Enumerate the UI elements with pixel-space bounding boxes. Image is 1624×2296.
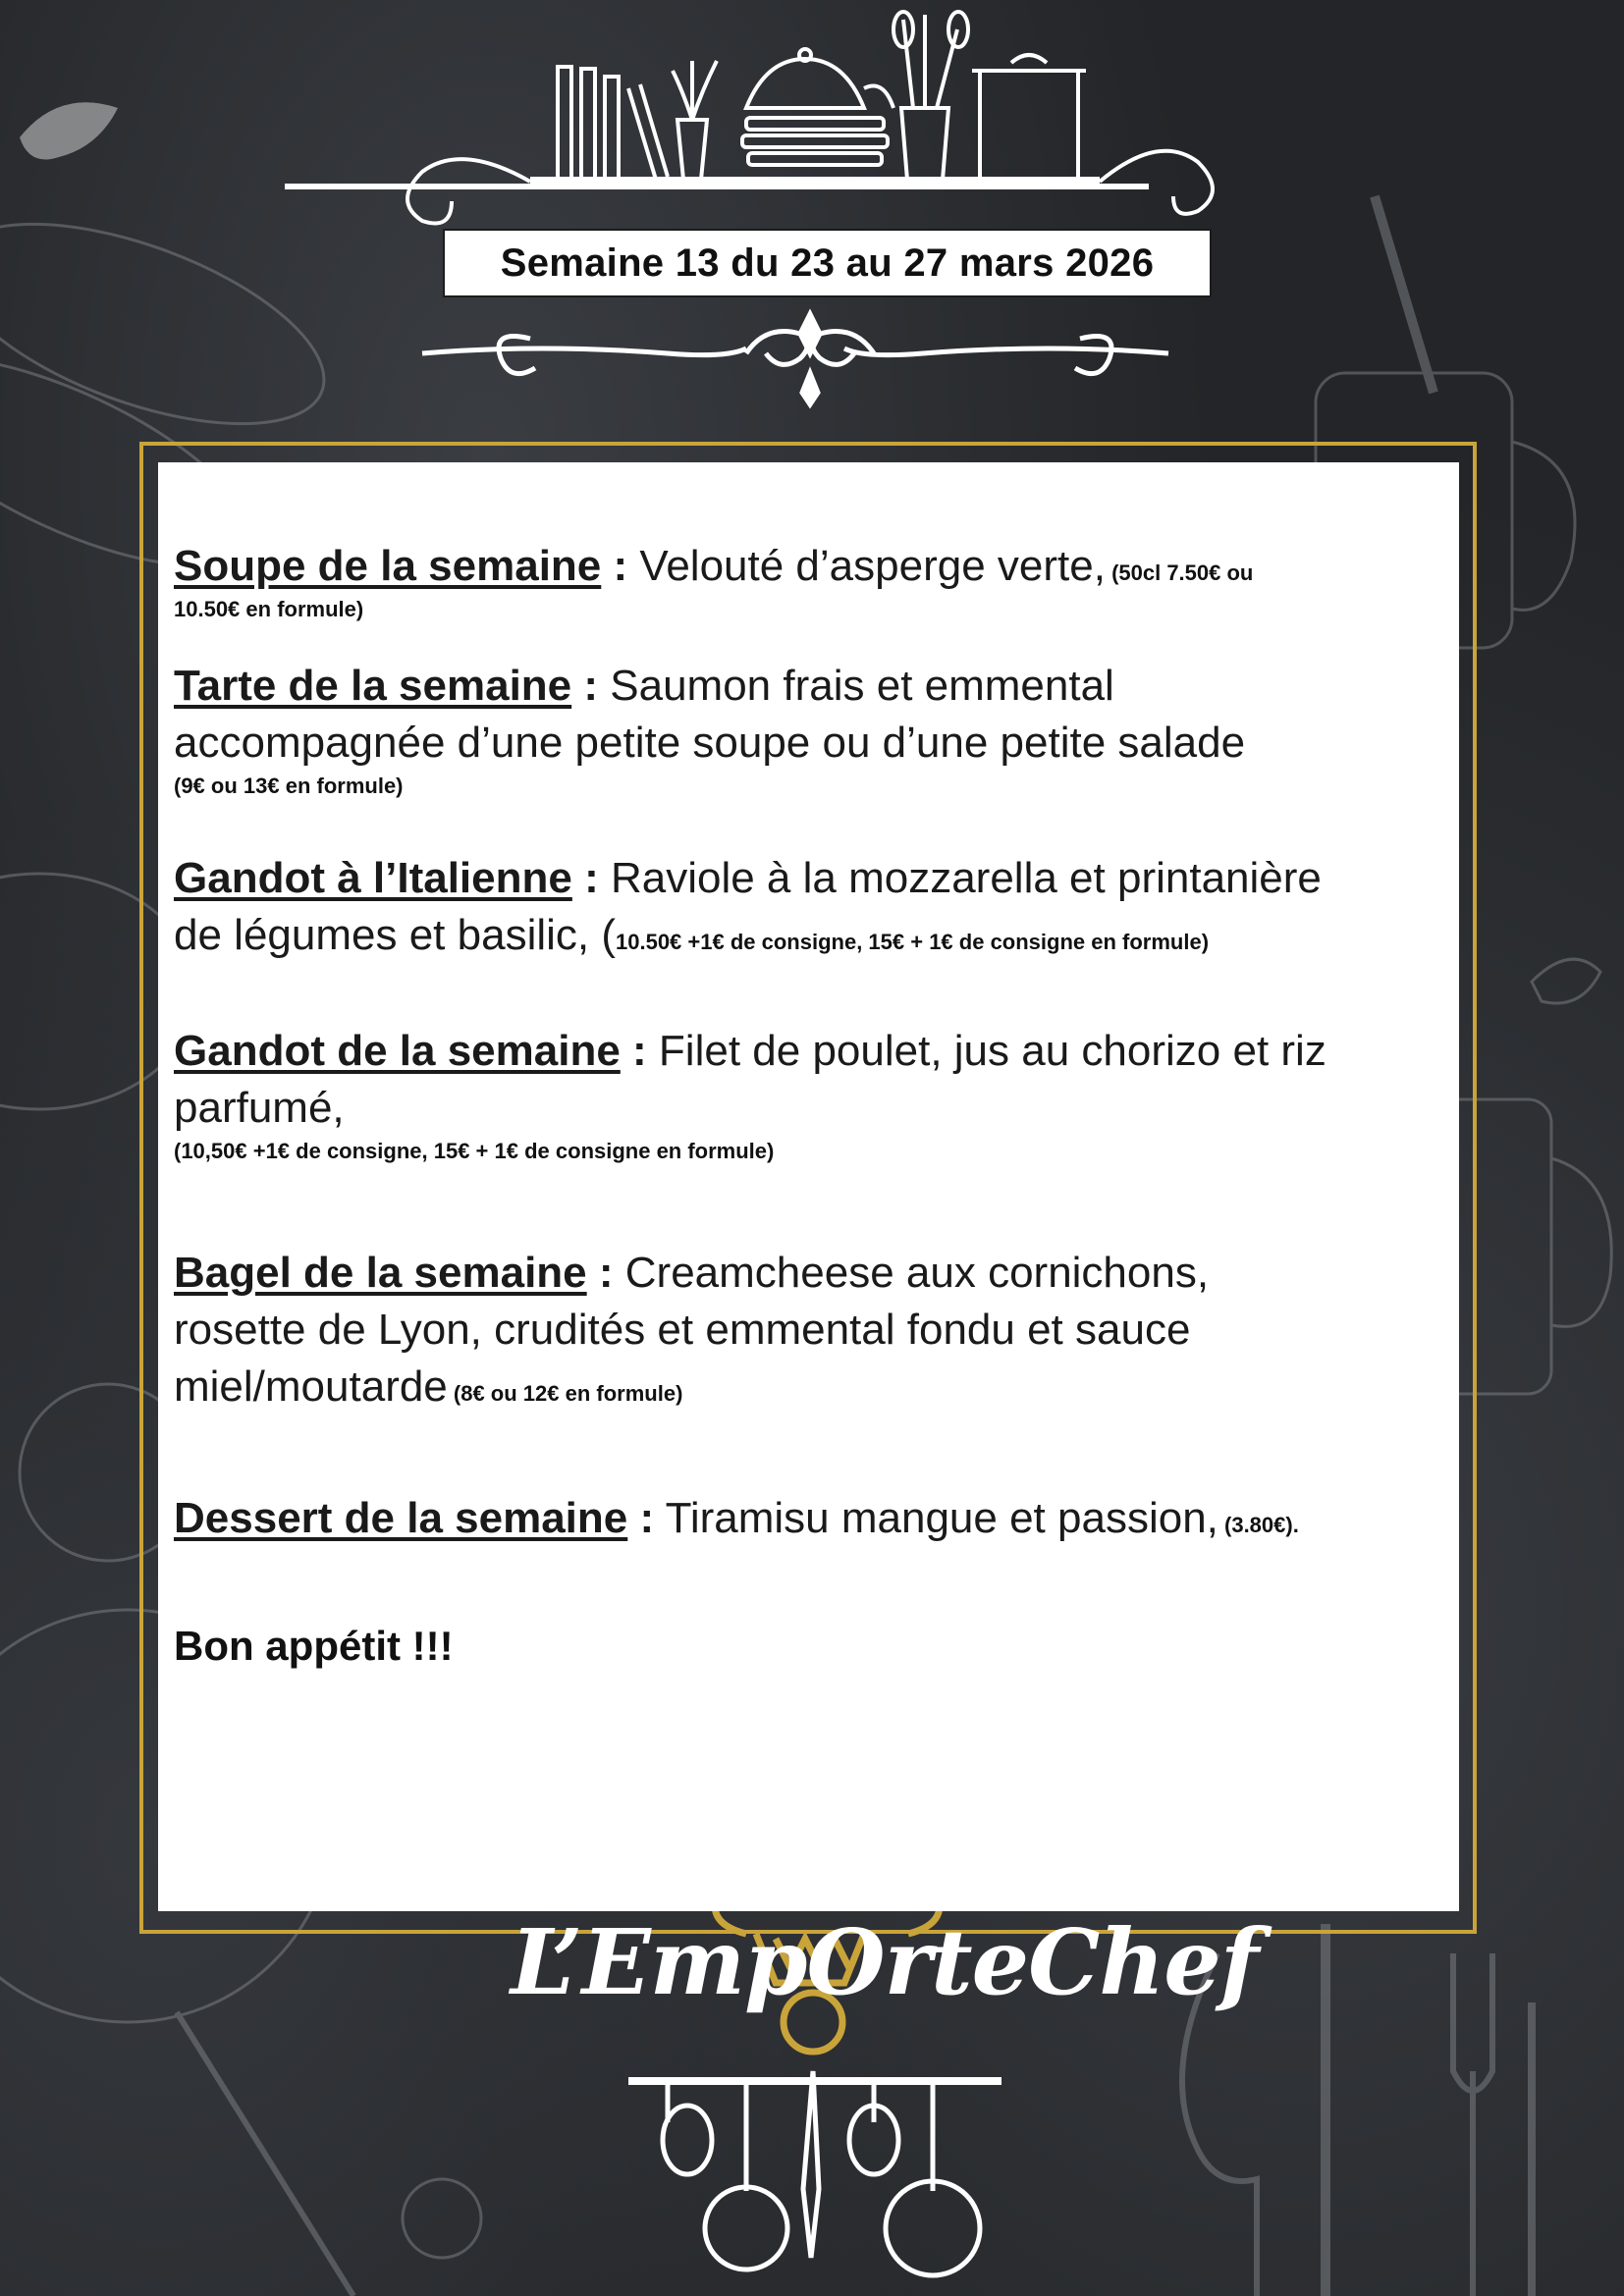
menu-item-bagel: Bagel de la semaine : Creamcheese aux cornichons, rosette de Lyon, crudités et emmental fondu et sauce miel/moutarde (8€ ou 12€ en formule)	[174, 1245, 1440, 1415]
menu-item-description: Tiramisu mangue et passion,	[654, 1494, 1218, 1542]
menu-item-soupe: Soupe de la semaine : Velouté d’asperge verte, (50cl 7.50€ ou 10.50€ en formule)	[174, 538, 1440, 624]
menu-item-description: Raviole à la mozzarella et printanière	[598, 854, 1322, 902]
menu-item-heading: Tarte de la semaine	[174, 662, 572, 710]
week-title-box	[443, 229, 1212, 297]
menu-item-heading: Gandot de la semaine	[174, 1027, 621, 1075]
menu-item-price: (8€ ou 12€ en formule)	[447, 1381, 683, 1406]
menu-item-heading: Gandot à l’Italienne	[174, 854, 572, 902]
menu-item-description: Creamcheese aux cornichons,	[613, 1249, 1210, 1297]
menu-item-description: Filet de poulet, jus au chorizo et riz	[646, 1027, 1326, 1075]
menu-item-price: (10,50€ +1€ de consigne, 15€ + 1€ de consigne en formule)	[174, 1139, 775, 1163]
menu-item-description-cont: accompagnée d’une petite soupe ou d’une petite salade	[174, 719, 1246, 767]
menu-item-price: (3.80€)	[1218, 1513, 1293, 1537]
menu-item-gandot-italienne: Gandot à l’Italienne : Raviole à la mozzarella et printanière de légumes et basilic, (10.50€ +1€ de consigne, 15€ + 1€ de consigne en formule)	[174, 854, 1322, 959]
brand-logo: L’EmpOrteChef	[511, 1909, 1259, 2015]
menu-item-description-cont: rosette de Lyon, crudités et emmental fondu et sauce	[174, 1306, 1191, 1354]
menu-item-heading: Dessert de la semaine	[174, 1494, 628, 1542]
menu-item-description-cont: de légumes et basilic, (	[174, 911, 616, 959]
menu-item-price: (50cl 7.50€ ou	[1105, 561, 1254, 585]
menu-item-price: 10.50€ +1€ de consigne, 15€ + 1€ de consigne en formule)	[616, 930, 1210, 954]
closing-message: Bon appétit !!!	[174, 1623, 454, 1669]
menu-item-price: (9€ ou 13€ en formule)	[174, 774, 404, 798]
menu-item-tarte: Tarte de la semaine : Saumon frais et emmental accompagnée d’une petite soupe ou d’une petite salade (9€ ou 13€ en formule)	[174, 658, 1440, 801]
menu-item-price-cont: 10.50€ en formule)	[174, 597, 364, 621]
menu-item-heading: Soupe de la semaine	[174, 542, 602, 590]
menu-item-gandot-semaine: Gandot de la semaine : Filet de poulet, jus au chorizo et riz parfumé, (10,50€ +1€ de consigne, 15€ + 1€ de consigne en formule)	[174, 1023, 1440, 1166]
menu-item-description: Velouté d’asperge verte,	[627, 542, 1106, 590]
week-title: Semaine 13 du 23 au 27 mars 2026	[500, 240, 1155, 285]
menu-item-description-cont: parfumé,	[174, 1084, 345, 1132]
menu-item-dessert: Dessert de la semaine : Tiramisu mangue et passion, (3.80€).	[174, 1494, 1299, 1542]
menu-item-description: Saumon frais et emmental	[598, 662, 1114, 710]
menu-item-heading: Bagel de la semaine	[174, 1249, 587, 1297]
menu-item-description-end: miel/moutarde	[174, 1362, 448, 1411]
